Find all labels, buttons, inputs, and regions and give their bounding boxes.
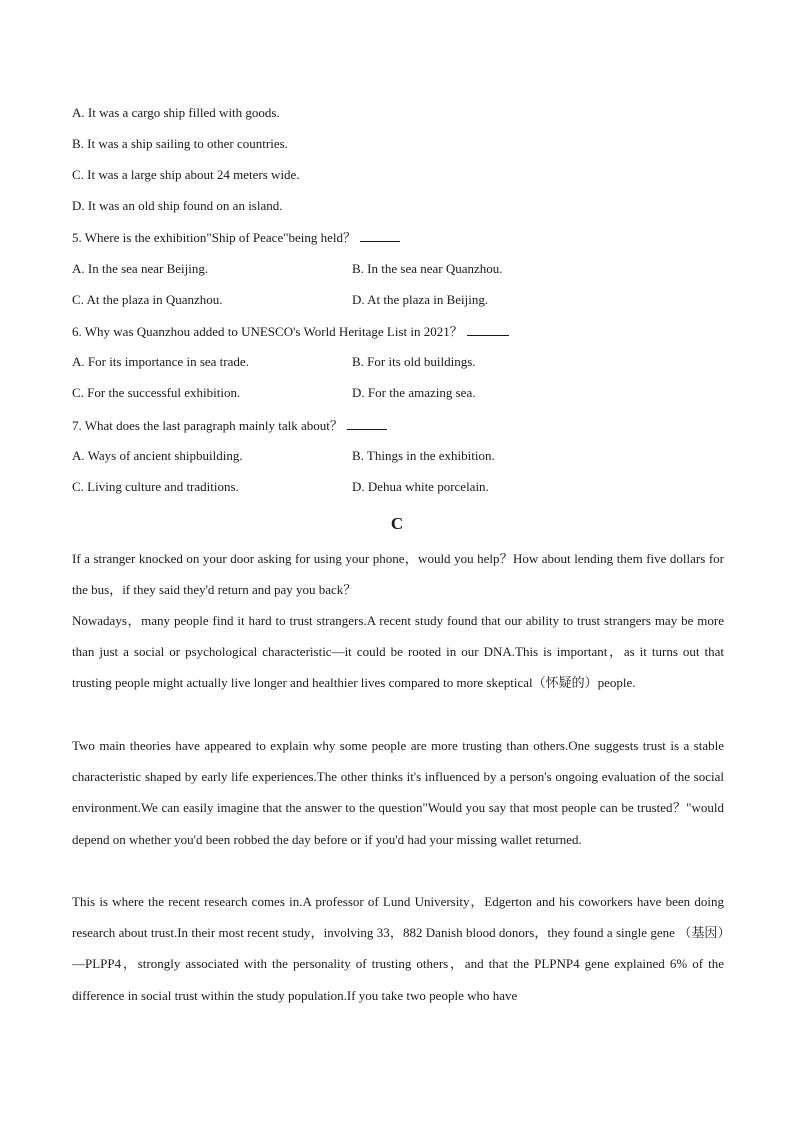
q5-option-d: D. At the plaza in Beijing. [352, 292, 489, 307]
q6-option-b: B. For its old buildings. [352, 354, 476, 369]
q7-answer-blank[interactable] [347, 417, 387, 430]
q7-option-b: B. Things in the exhibition. [352, 448, 495, 463]
q4-option-d: D. It was an old ship found on an island. [72, 198, 283, 213]
passage-paragraph: Two main theories have appeared to explain why some people are more trusting than others.One suggests trust is a stable characteristic shaped by early life experiences.The other thinks it's influenced by a person's ongoing evaluation of the social environment.We can easily imagine that the answer to the question"Would you say that most people can be trusted？"would depend on whether you'd been robbed the day before or if you'd had your missing wallet returned. [72, 738, 724, 847]
section-heading: C [390, 514, 404, 533]
q4-option-c: C. It was a large ship about 24 meters wide. [72, 167, 300, 182]
passage-paragraph: Nowadays，many people find it hard to trust strangers.A recent study found that our ability to trust strangers may be more than just a social or psychological characteristic—it could be rooted in our DNA.This is important，as it turns out that trusting people might actually live longer and healthier lives compared to more skeptical（怀疑的）people. [72, 613, 724, 691]
q5-option-a: A. In the sea near Beijing. [72, 261, 209, 276]
q5-option-c: C. At the plaza in Quanzhou. [72, 292, 223, 307]
q7-option-a: A. Ways of ancient shipbuilding. [72, 448, 243, 463]
q6-question-line [72, 323, 509, 340]
q7-question: 7. What does the last paragraph mainly talk about？ [72, 418, 343, 433]
q6-answer-blank[interactable] [467, 323, 509, 336]
q4-option-a: A. It was a cargo ship filled with goods. [72, 105, 280, 120]
q5-option-b: B. In the sea near Quanzhou. [352, 261, 503, 276]
q7-question-line [72, 417, 387, 434]
q7-option-c: C. Living culture and traditions. [72, 479, 239, 494]
q5-answer-blank[interactable] [360, 229, 400, 242]
q5-question: 5. Where is the exhibition"Ship of Peace"being held？ [72, 230, 357, 245]
q6-option-a: A. For its importance in sea trade. [72, 354, 249, 369]
passage-paragraph: This is where the recent research comes in.A professor of Lund University，Edgerton and his coworkers have been doing research about trust.In their most recent study，involving 33，882 Danish blood donors，they found a single gene （基因）—PLPP4，strongly associated with the personality of trusting others，and that the PLPNP4 gene explained 6% of the difference in social trust within the study population.If you take two people who have [72, 894, 724, 1003]
q6-option-c: C. For the successful exhibition. [72, 385, 241, 400]
q7-option-d: D. Dehua white porcelain. [352, 479, 489, 494]
q4-option-b: B. It was a ship sailing to other countries. [72, 136, 288, 151]
q6-question: 6. Why was Quanzhou added to UNESCO's World Heritage List in 2021？ [72, 324, 463, 339]
passage-paragraph: If a stranger knocked on your door asking for using your phone，would you help？How about lending them five dollars for the bus，if they said they'd return and pay you back？ [72, 551, 724, 598]
q5-question-line [72, 229, 400, 246]
q6-option-d: D. For the amazing sea. [352, 385, 476, 400]
